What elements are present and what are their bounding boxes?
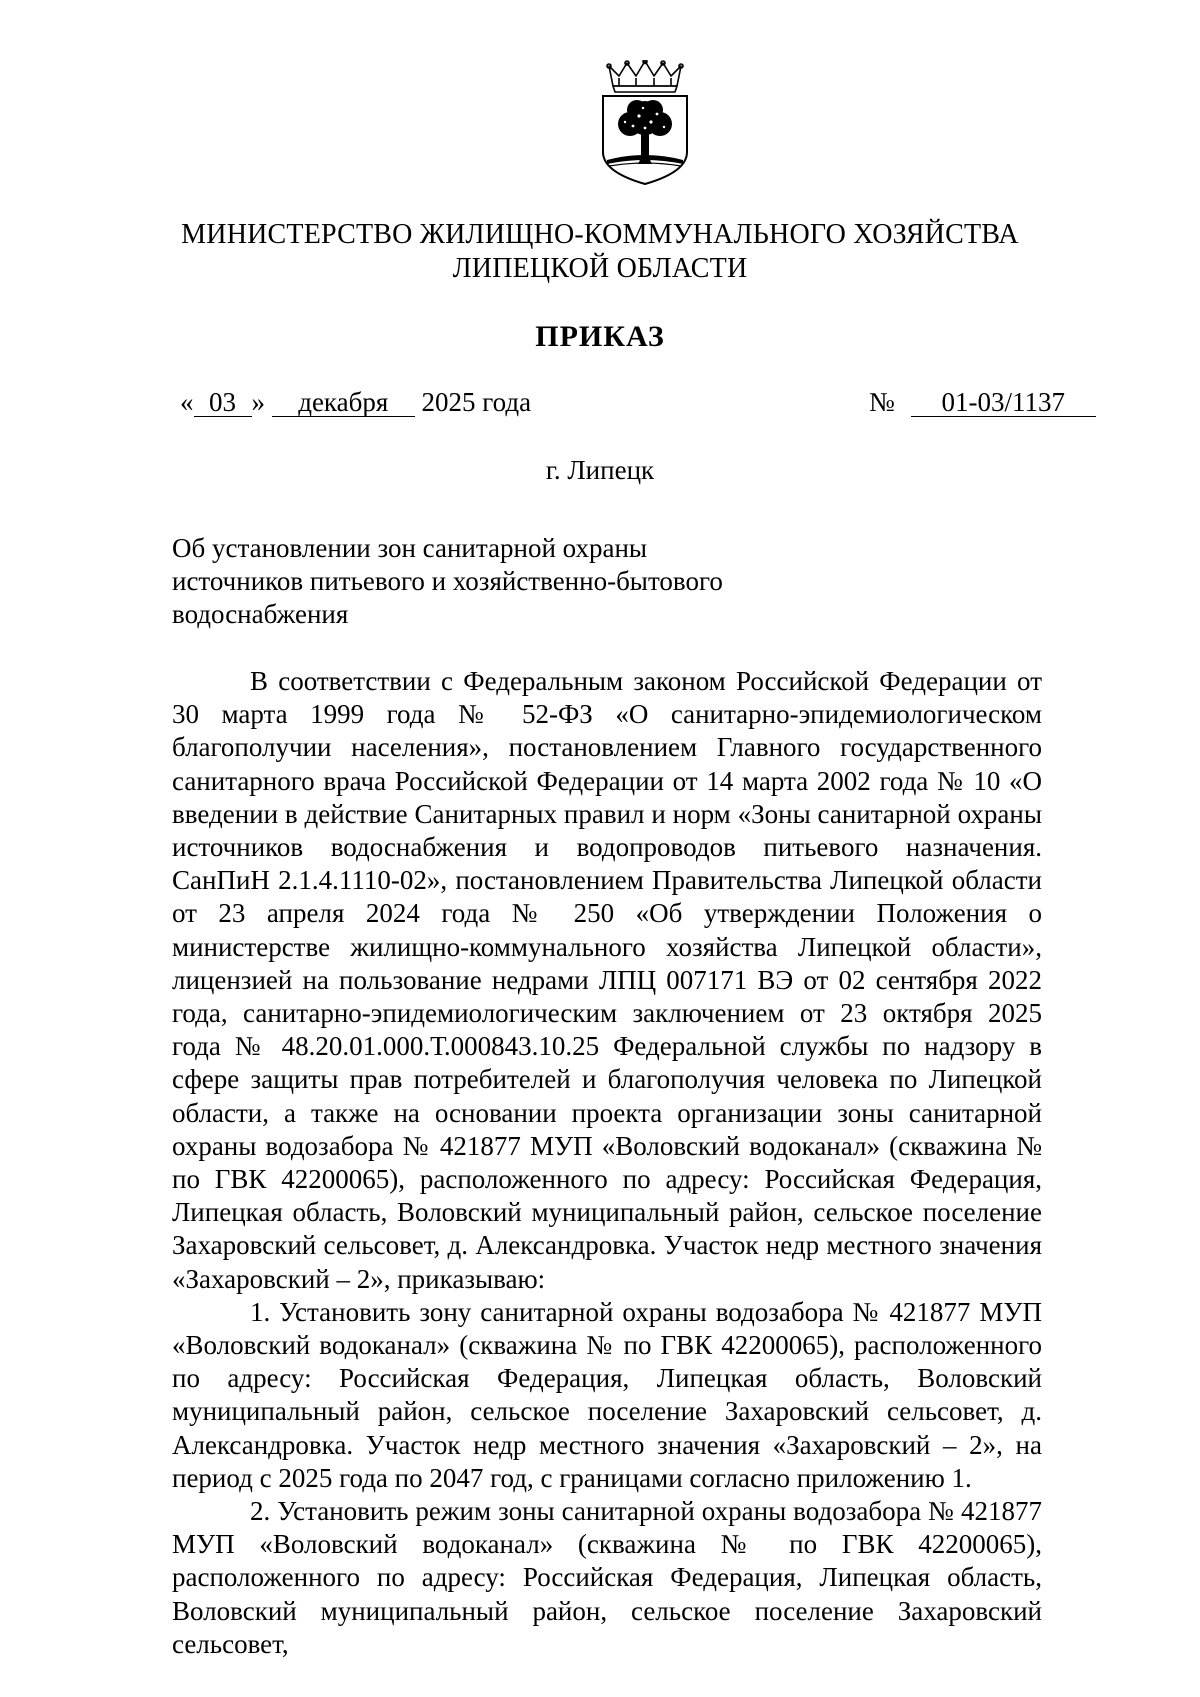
ministry-name-line2: ЛИПЕЦКОЙ ОБЛАСТИ xyxy=(452,253,748,284)
subject-line1: Об установлении зон санитарной охраны xyxy=(172,533,648,563)
subject-line2: источников питьевого и хозяйственно-бытового xyxy=(172,566,723,596)
city-name: г. Липецк xyxy=(545,455,655,485)
date-month: декабря xyxy=(272,388,415,417)
order-body xyxy=(172,665,1042,1661)
number-sign: № xyxy=(869,387,895,417)
coat-of-arms-emblem xyxy=(595,60,695,186)
date-day: 03 xyxy=(194,388,252,417)
ministry-name-line1: МИНИСТЕРСТВО ЖИЛИЩНО-КОММУНАЛЬНОГО ХОЗЯЙСТВА xyxy=(181,219,1019,250)
document-type-title: ПРИКАЗ xyxy=(535,320,665,353)
date-year: 2025 года xyxy=(421,387,532,417)
order-subject xyxy=(172,532,732,631)
order-number xyxy=(869,385,1096,419)
date-close-quote: » xyxy=(251,387,265,417)
date-open-quote: « xyxy=(180,387,194,417)
order-item-1: 1. Установить зону санитарной охраны водозабора № 421877 МУП «Воловский водоканал» (скважина № по ГВК 42200065), расположенного по адресу: Российская Федерация, Липецкая область, Воловский муниципальный район, сельское поселение Захаровский сельсовет, д. Александровка. Участок недр местного значения «Захаровский – 2», на период с 2025 года по 2047 год, с границами согласно приложению 1. xyxy=(172,1296,1042,1493)
preamble-paragraph: В соответствии с Федеральным законом Российской Федерации от 30 марта 1999 года № 52-ФЗ «О санитарно-эпидемиологическом благополучии населения», постановлением Главного государственного санитарного врача Российской Федерации от 14 марта 2002 года № 10 «О введении в действие Санитарных правил и норм «Зоны санитарной охраны источников водоснабжения и водопроводов питьевого назначения. СанПиН 2.1.4.1110-02», постановлением Правительства Липецкой области от 23 апреля 2024 года № 250 «Об утверждении Положения о министерстве жилищно-коммунального хозяйства Липецкой области», лицензией на пользование недрами ЛПЦ 007171 ВЭ от 02 сентября 2022 года, санитарно-эпидемиологическим заключением от 23 октября 2025 года № 48.20.01.000.Т.000843.10.25 Федеральной службы по надзору в сфере защиты прав потребителей и благополучия человека по Липецкой области, а также на основании проекта организации зоны санитарной охраны водозабора № 421877 МУП «Воловский водоканал» (скважина № по ГВК 42200065), расположенного по адресу: Российская Федерация, Липецкая область, Воловский муниципальный район, сельское поселение Захаровский сельсовет, д. Александровка. Участок недр местного значения «Захаровский – 2», приказываю: xyxy=(172,666,1042,1294)
order-item-2: 2. Установить режим зоны санитарной охраны водозабора № 421877 МУП «Воловский водоканал» (скважина № по ГВК 42200065), расположенного по адресу: Российская Федерация, Липецкая область, Воловский муниципальный район, сельское поселение Захаровский сельсовет, xyxy=(172,1496,1042,1659)
number-value: 01-03/1137 xyxy=(911,388,1096,417)
subject-line3: водоснабжения xyxy=(172,599,349,629)
order-date xyxy=(180,385,531,419)
ministry-name xyxy=(150,218,1050,286)
